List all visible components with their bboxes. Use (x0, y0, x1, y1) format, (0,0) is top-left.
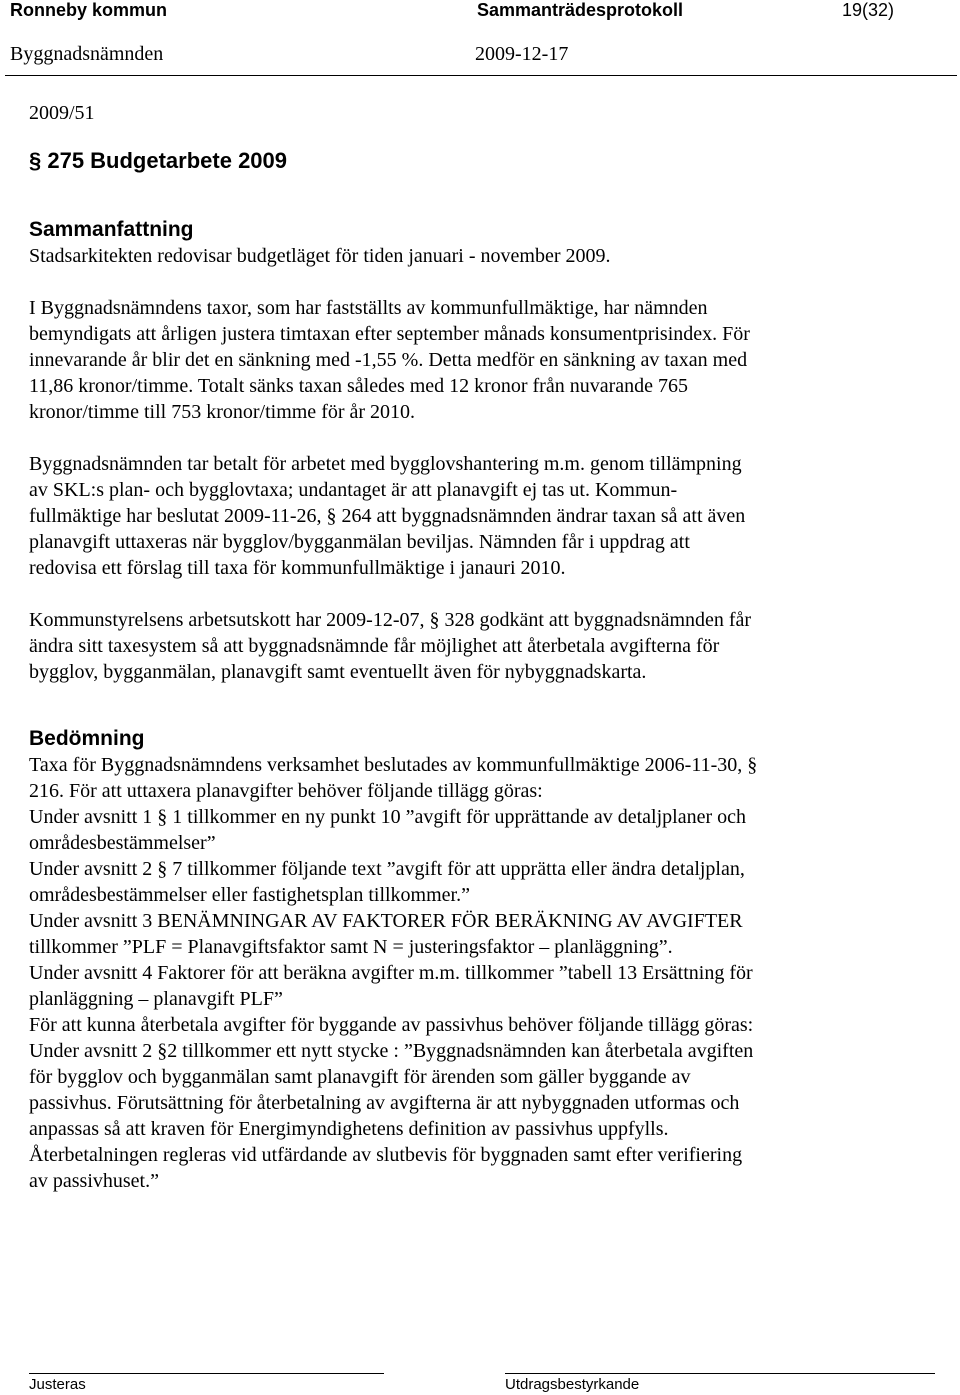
text-line: innevarande år blir det en sänkning med -1,55 %. Detta medför en sänkning av taxan med (29, 349, 748, 371)
text-line: planavgift uttaxeras när bygglov/bygganmälan beviljas. Nämnden får i uppdrag att (29, 531, 690, 553)
text-line: Taxa för Byggnadsnämndens verksamhet beslutades av kommunfullmäktige 2006-11-30, § (29, 754, 758, 776)
text-line: I Byggnadsnämndens taxor, som har fastställts av kommunfullmäktige, har nämnden (29, 297, 708, 319)
assessment-heading: Bedömning (29, 727, 145, 750)
text-line: Under avsnitt 2 § 7 tillkommer följande text ”avgift för att upprätta eller ändra detaljplan, (29, 858, 745, 880)
text-line: kronor/timme till 753 kronor/timme för år 2010. (29, 401, 416, 423)
utdrag-signature-line (505, 1373, 935, 1374)
text-line: För att kunna återbetala avgifter för byggande av passivhus behöver följande tillägg göras: (29, 1014, 754, 1036)
text-line: ändra sitt taxesystem så att byggnadsnämnde får möjlighet att återbetala avgifterna för (29, 635, 720, 657)
committee-name: Byggnadsnämnden (10, 43, 164, 65)
text-line: områdesbestämmelser eller fastighetsplan tillkommer.” (29, 884, 470, 906)
text-line: fullmäktige har beslutat 2009-11-26, § 264 att byggnadsnämnden ändrar taxan så att även (29, 505, 746, 527)
text-line: 11,86 kronor/timme. Totalt sänks taxan således med 12 kronor från nuvarande 765 (29, 375, 688, 397)
text-line: planläggning – planavgift PLF” (29, 988, 283, 1010)
text-line: Byggnadsnämnden tar betalt för arbetet med bygglovshantering m.m. genom tillämpning (29, 453, 742, 475)
section-title: § 275 Budgetarbete 2009 (29, 148, 288, 173)
utdragsbestyrkande-label: Utdragsbestyrkande (505, 1376, 640, 1393)
text-line: för bygglov och bygganmälan samt planavgift för ärenden som gäller byggande av (29, 1066, 691, 1088)
text-line: Under avsnitt 2 §2 tillkommer ett nytt stycke : ”Byggnadsnämnden kan återbetala avgiften (29, 1040, 754, 1062)
text-line: Återbetalningen regleras vid utfärdande av slutbevis för byggnaden samt efter verifiering (29, 1144, 743, 1166)
justeras-signature-line (29, 1373, 384, 1374)
text-line: Stadsarkitekten redovisar budgetläget för tiden januari - november 2009. (29, 245, 611, 267)
text-line: anpassas så att kraven för Energimyndighetens definition av passivhus uppfylls. (29, 1118, 669, 1140)
text-line: av SKL:s plan- och bygglovtaxa; undantaget är att planavgift ej tas ut. Kommun- (29, 479, 678, 501)
text-line: områdesbestämmelser” (29, 832, 216, 854)
summary-section (29, 217, 934, 685)
meeting-date: 2009-12-17 (475, 43, 569, 65)
text-line: Under avsnitt 1 § 1 tillkommer en ny punkt 10 ”avgift för upprättande av detaljplaner och (29, 806, 747, 828)
summary-heading: Sammanfattning (29, 218, 194, 241)
summary-paragraph (29, 295, 934, 425)
text-line: Kommunstyrelsens arbetsutskott har 2009-12-07, § 328 godkänt att byggnadsnämnden får (29, 609, 752, 631)
text-line: tillkommer ”PLF = Planavgiftsfaktor samt N = justeringsfaktor – planläggning”. (29, 936, 673, 958)
summary-paragraph (29, 607, 934, 685)
text-line: bemyndigats att årligen justera timtaxan efter september månads konsumentprisindex. För (29, 323, 750, 345)
header-divider (5, 75, 957, 76)
assessment-paragraph (29, 752, 934, 1194)
summary-paragraph (29, 451, 934, 581)
justeras-label: Justeras (29, 1376, 86, 1393)
text-line: redovisa ett förslag till taxa för kommunfullmäktige i janauri 2010. (29, 557, 566, 579)
text-line: bygglov, bygganmälan, planavgift samt eventuellt även för nybyggnadskarta. (29, 661, 647, 683)
text-line: passivhus. Förutsättning för återbetalning av avgifterna är att nybyggnaden utformas och (29, 1092, 740, 1114)
document-type: Sammanträdesprotokoll (477, 0, 684, 20)
text-line: Under avsnitt 3 BENÄMNINGAR AV FAKTORER FÖR BERÄKNING AV AVGIFTER (29, 910, 743, 932)
assessment-section (29, 726, 934, 1194)
organization-name: Ronneby kommun (10, 0, 168, 20)
text-line: av passivhuset.” (29, 1170, 159, 1192)
page-number: 19(32) (842, 0, 895, 20)
text-line: 216. För att uttaxera planavgifter behöver följande tillägg göras: (29, 780, 543, 802)
summary-paragraph (29, 243, 934, 269)
text-line: Under avsnitt 4 Faktorer för att beräkna avgifter m.m. tillkommer ”tabell 13 Ersättning för (29, 962, 753, 984)
case-number: 2009/51 (29, 102, 95, 124)
